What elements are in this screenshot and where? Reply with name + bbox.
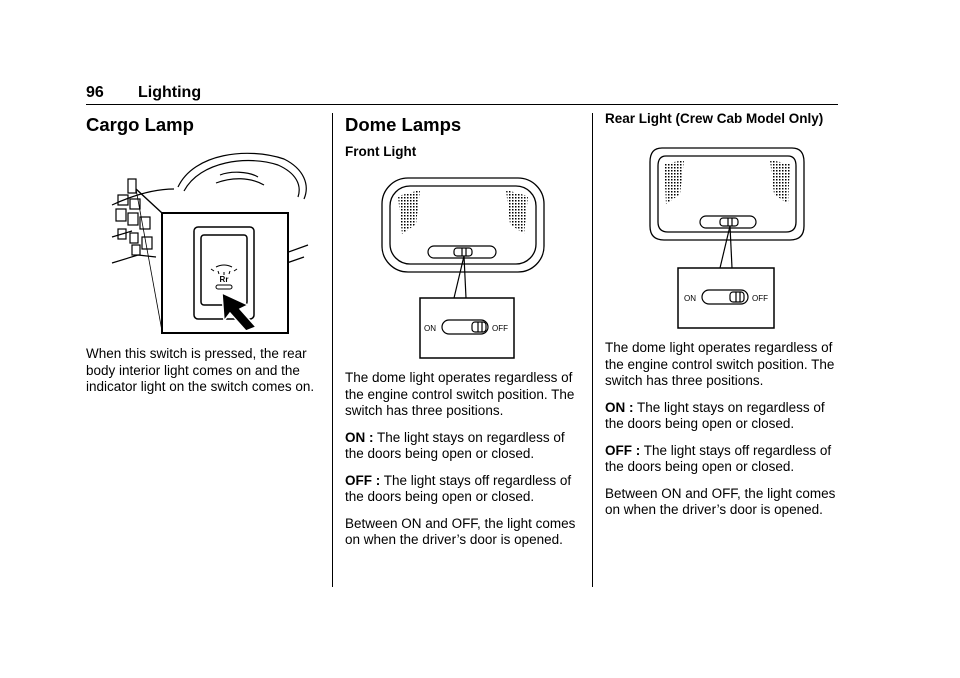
rear-dome-light-illustration	[644, 146, 810, 332]
front-dome-light-illustration	[380, 176, 546, 360]
rear-light-between: Between ON and OFF, the light comes on when the driver’s door is opened.	[605, 485, 836, 517]
front-switch-off-label: OFF	[492, 324, 508, 333]
cargo-switch-illustration	[108, 145, 314, 337]
front-off-label: OFF :	[345, 472, 381, 488]
front-on-text: The light stays on regardless of the doors being open or closed.	[345, 429, 565, 461]
rear-on-label: ON :	[605, 399, 634, 415]
page-number: 96	[86, 84, 104, 101]
rear-light-text-block	[605, 340, 845, 519]
cargo-lamp-text-block	[86, 346, 318, 396]
rear-on-text: The light stays on regardless of the doors being open or closed.	[605, 399, 825, 431]
rear-light-heading: Rear Light (Crew Cab Model Only)	[605, 111, 824, 126]
front-off-text: The light stays off regardless of the doors being open or closed.	[345, 472, 572, 504]
front-light-on-description	[345, 430, 581, 463]
rear-off-text: The light stays off regardless of the doors being open or closed.	[605, 442, 832, 474]
cargo-lamp-description: When this switch is pressed, the rear body interior light comes on and the indicator light on the switch comes on.	[86, 346, 315, 394]
rear-off-label: OFF :	[605, 442, 641, 458]
front-light-heading: Front Light	[345, 144, 417, 159]
front-light-off-description	[345, 473, 581, 506]
rear-switch-off-label: OFF	[752, 294, 768, 303]
rear-light-off-description	[605, 443, 845, 476]
page-header	[86, 83, 838, 105]
cargo-lamp-column	[86, 110, 318, 136]
column-divider	[592, 113, 593, 587]
front-on-label: ON :	[345, 429, 374, 445]
rear-light-column	[605, 111, 845, 126]
rear-light-intro: The dome light operates regardless of the engine control switch position. The switch has three positions.	[605, 340, 835, 388]
column-divider	[332, 113, 333, 587]
front-light-intro: The dome light operates regardless of the engine control switch position. The switch has three positions.	[345, 370, 575, 418]
cargo-lamp-title: Cargo Lamp	[86, 114, 194, 135]
section-title: Lighting	[138, 84, 202, 101]
front-light-between: Between ON and OFF, the light comes on when the driver’s door is opened.	[345, 515, 576, 547]
front-light-text-block	[345, 370, 581, 549]
rear-switch-on-label: ON	[684, 294, 696, 303]
dome-lamps-column	[345, 110, 581, 159]
rear-light-on-description	[605, 400, 845, 433]
front-switch-on-label: ON	[424, 324, 436, 333]
dome-lamps-title: Dome Lamps	[345, 114, 462, 135]
switch-rr-label: Rr	[219, 275, 229, 284]
